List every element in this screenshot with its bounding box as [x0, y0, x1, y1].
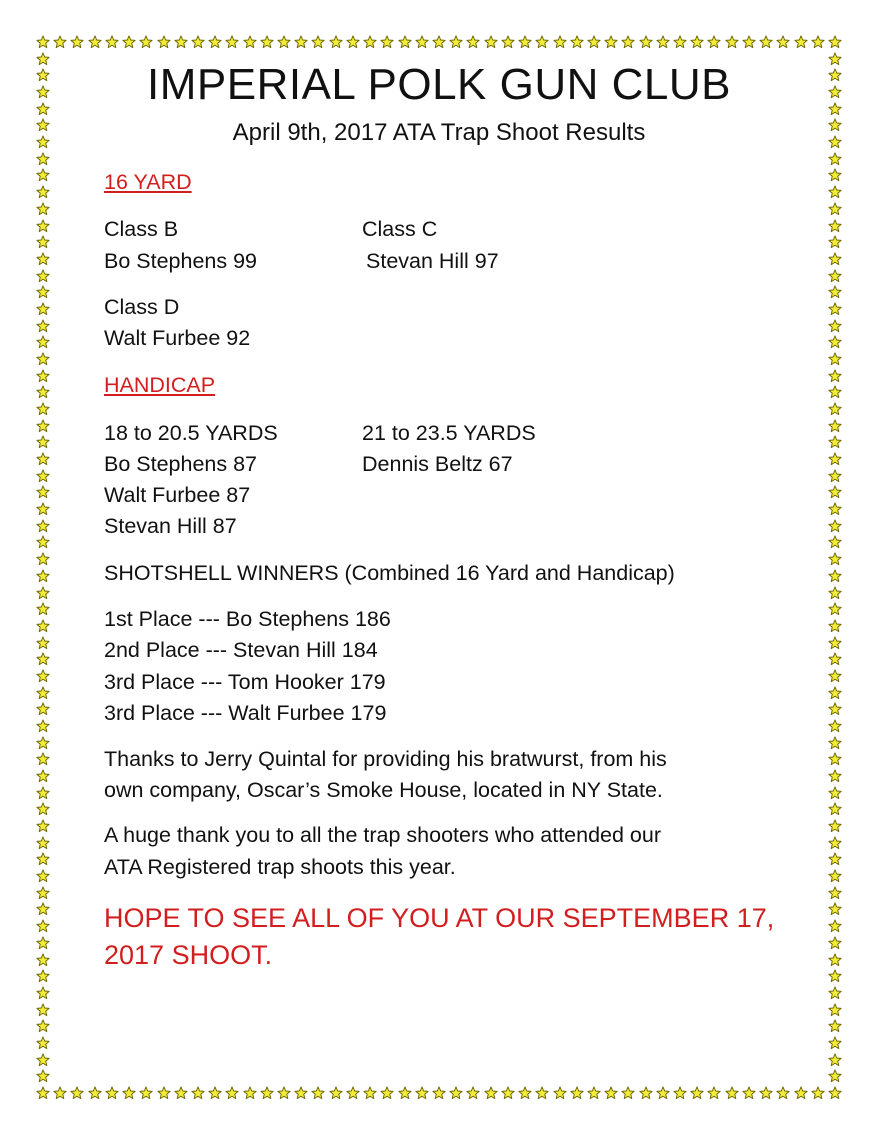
star-icon: [157, 1086, 171, 1100]
star-icon: [518, 35, 532, 49]
star-icon: [36, 419, 50, 433]
star-icon: [243, 1086, 257, 1100]
star-icon: [88, 35, 102, 49]
star-icon: [776, 35, 790, 49]
star-icon: [36, 1036, 50, 1050]
star-icon: [828, 1036, 842, 1050]
star-icon: [36, 502, 50, 516]
star-icon: [828, 919, 842, 933]
star-icon: [329, 1086, 343, 1100]
star-icon: [449, 1086, 463, 1100]
place-result: 1st Place --- Bo Stephens 186: [104, 607, 391, 631]
star-icon: [639, 1086, 653, 1100]
star-icon: [36, 202, 50, 216]
star-icon: [277, 35, 291, 49]
star-icon: [828, 1003, 842, 1017]
star-icon: [828, 669, 842, 683]
star-icon: [828, 602, 842, 616]
star-icon: [828, 702, 842, 716]
star-icon: [36, 802, 50, 816]
star-icon: [828, 252, 842, 266]
star-icon: [260, 35, 274, 49]
star-icon: [36, 619, 50, 633]
star-icon: [828, 369, 842, 383]
star-icon: [828, 719, 842, 733]
star-icon: [36, 852, 50, 866]
star-icon: [828, 202, 842, 216]
star-icon: [828, 869, 842, 883]
shotshell-heading: SHOTSHELL WINNERS (Combined 16 Yard and Handicap): [104, 561, 675, 585]
star-icon: [36, 452, 50, 466]
star-icon: [673, 35, 687, 49]
star-icon: [828, 802, 842, 816]
star-icon: [36, 319, 50, 333]
star-icon: [36, 836, 50, 850]
star-icon: [208, 1086, 222, 1100]
star-icon: [36, 686, 50, 700]
star-icon: [828, 819, 842, 833]
star-icon: [277, 1086, 291, 1100]
star-icon: [225, 1086, 239, 1100]
star-icon: [363, 35, 377, 49]
star-icon: [36, 752, 50, 766]
star-icon: [828, 569, 842, 583]
star-icon: [828, 636, 842, 650]
star-icon: [139, 1086, 153, 1100]
star-icon: [811, 1086, 825, 1100]
closing-message-line: 2017 SHOOT.: [104, 940, 273, 970]
star-icon: [36, 302, 50, 316]
star-icon: [828, 385, 842, 399]
star-icon: [828, 35, 842, 49]
star-icon: [105, 1086, 119, 1100]
star-icon: [828, 485, 842, 499]
star-icon: [449, 35, 463, 49]
star-icon: [742, 1086, 756, 1100]
star-icon: [36, 1069, 50, 1083]
thanks-paragraph-line: Thanks to Jerry Quintal for providing his bratwurst, from his: [104, 747, 667, 771]
star-icon: [294, 1086, 308, 1100]
star-icon: [36, 469, 50, 483]
star-icon: [36, 819, 50, 833]
star-icon: [36, 552, 50, 566]
star-icon: [36, 936, 50, 950]
star-icon: [828, 953, 842, 967]
star-icon: [36, 736, 50, 750]
star-icon: [36, 902, 50, 916]
star-icon: [828, 402, 842, 416]
star-icon: [380, 35, 394, 49]
star-icon: [828, 285, 842, 299]
star-icon: [174, 1086, 188, 1100]
page-title: IMPERIAL POLK GUN CLUB: [147, 60, 731, 109]
star-icon: [828, 152, 842, 166]
star-icon: [656, 35, 670, 49]
star-icon: [828, 769, 842, 783]
class-c-label: Class C: [362, 217, 438, 241]
star-icon: [828, 1019, 842, 1033]
star-icon: [828, 686, 842, 700]
star-icon: [828, 235, 842, 249]
handicap-group-1-label: 18 to 20.5 YARDS: [104, 421, 278, 445]
star-icon: [70, 1086, 84, 1100]
star-icon: [432, 1086, 446, 1100]
star-icon: [639, 35, 653, 49]
star-icon: [36, 519, 50, 533]
star-icon: [466, 35, 480, 49]
star-icon: [174, 35, 188, 49]
star-icon: [828, 1086, 842, 1100]
star-icon: [725, 35, 739, 49]
star-icon: [828, 1053, 842, 1067]
star-icon: [828, 786, 842, 800]
star-icon: [553, 1086, 567, 1100]
star-icon: [501, 1086, 515, 1100]
star-icon: [690, 35, 704, 49]
star-icon: [621, 1086, 635, 1100]
star-icon: [36, 652, 50, 666]
star-icon: [36, 602, 50, 616]
star-icon: [621, 35, 635, 49]
star-icon: [828, 902, 842, 916]
star-icon: [191, 35, 205, 49]
star-icon: [260, 1086, 274, 1100]
handicap-result: Dennis Beltz 67: [362, 452, 513, 476]
star-icon: [828, 936, 842, 950]
star-icon: [707, 1086, 721, 1100]
star-icon: [36, 953, 50, 967]
star-icon: [811, 35, 825, 49]
star-icon: [36, 185, 50, 199]
place-result: 3rd Place --- Walt Furbee 179: [104, 701, 387, 725]
handicap-result: Walt Furbee 87: [104, 483, 251, 507]
star-icon: [535, 35, 549, 49]
star-icon: [36, 269, 50, 283]
class-b-winner: Bo Stephens 99: [104, 249, 258, 273]
star-icon: [36, 252, 50, 266]
handicap-group-2-label: 21 to 23.5 YARDS: [362, 421, 536, 445]
closing-message-line: HOPE TO SEE ALL OF YOU AT OUR SEPTEMBER 17,: [104, 903, 775, 933]
star-icon: [36, 969, 50, 983]
star-icon: [105, 35, 119, 49]
star-icon: [36, 352, 50, 366]
star-icon: [828, 552, 842, 566]
star-icon: [36, 1053, 50, 1067]
class-d-winner: Walt Furbee 92: [104, 326, 251, 350]
star-icon: [828, 652, 842, 666]
star-icon: [828, 435, 842, 449]
star-icon: [828, 319, 842, 333]
star-icon: [36, 385, 50, 399]
star-icon: [36, 636, 50, 650]
star-icon: [776, 1086, 790, 1100]
star-icon: [828, 969, 842, 983]
star-icon: [828, 469, 842, 483]
star-icon: [208, 35, 222, 49]
star-icon: [725, 1086, 739, 1100]
star-icon: [794, 1086, 808, 1100]
star-icon: [690, 1086, 704, 1100]
star-icon: [36, 586, 50, 600]
star-icon: [656, 1086, 670, 1100]
star-icon: [36, 335, 50, 349]
star-icon: [36, 285, 50, 299]
star-icon: [828, 419, 842, 433]
place-result: 2nd Place --- Stevan Hill 184: [104, 638, 378, 662]
section-heading-handicap: HANDICAP: [104, 373, 216, 397]
star-icon: [604, 1086, 618, 1100]
star-icon: [466, 1086, 480, 1100]
star-icon: [518, 1086, 532, 1100]
star-icon: [139, 35, 153, 49]
thanks-paragraph-line: ATA Registered trap shoots this year.: [104, 855, 456, 879]
star-icon: [828, 335, 842, 349]
star-icon: [36, 152, 50, 166]
thanks-paragraph-line: A huge thank you to all the trap shooters who attended our: [104, 823, 661, 847]
star-icon: [398, 35, 412, 49]
star-icon: [191, 1086, 205, 1100]
star-icon: [363, 1086, 377, 1100]
star-icon: [432, 35, 446, 49]
star-icon: [828, 219, 842, 233]
star-icon: [243, 35, 257, 49]
star-icon: [36, 869, 50, 883]
star-icon: [828, 752, 842, 766]
star-icon: [157, 35, 171, 49]
star-icon: [53, 1086, 67, 1100]
star-icon: [36, 702, 50, 716]
star-icon: [828, 302, 842, 316]
star-icon: [570, 35, 584, 49]
star-icon: [36, 719, 50, 733]
star-icon: [36, 168, 50, 182]
star-icon: [673, 1086, 687, 1100]
star-icon: [604, 35, 618, 49]
star-icon: [828, 535, 842, 549]
star-icon: [828, 1069, 842, 1083]
star-icon: [759, 35, 773, 49]
star-icon: [36, 219, 50, 233]
star-icon: [36, 1086, 50, 1100]
star-icon: [36, 886, 50, 900]
star-icon: [36, 402, 50, 416]
star-icon: [553, 35, 567, 49]
star-icon: [36, 1019, 50, 1033]
star-icon: [36, 235, 50, 249]
star-icon: [36, 986, 50, 1000]
star-icon: [707, 35, 721, 49]
star-icon: [587, 1086, 601, 1100]
star-icon: [53, 35, 67, 49]
star-icon: [122, 1086, 136, 1100]
star-icon: [311, 35, 325, 49]
star-icon: [225, 35, 239, 49]
star-icon: [36, 919, 50, 933]
page-subtitle: April 9th, 2017 ATA Trap Shoot Results: [232, 119, 646, 146]
star-icon: [794, 35, 808, 49]
handicap-result: Bo Stephens 87: [104, 452, 258, 476]
star-icon: [36, 35, 50, 49]
star-icon: [36, 435, 50, 449]
star-icon: [294, 35, 308, 49]
star-icon: [828, 619, 842, 633]
star-icon: [122, 35, 136, 49]
star-icon: [36, 669, 50, 683]
star-icon: [828, 269, 842, 283]
star-icon: [311, 1086, 325, 1100]
star-icon: [484, 1086, 498, 1100]
star-icon: [828, 502, 842, 516]
star-icon: [570, 1086, 584, 1100]
star-icon: [484, 35, 498, 49]
class-d-label: Class D: [104, 295, 180, 319]
star-icon: [828, 185, 842, 199]
star-icon: [535, 1086, 549, 1100]
star-icon: [415, 1086, 429, 1100]
star-icon: [36, 535, 50, 549]
star-icon: [587, 35, 601, 49]
place-result: 3rd Place --- Tom Hooker 179: [104, 670, 386, 694]
section-heading-16-yard: 16 YARD: [104, 170, 192, 194]
star-icon: [88, 1086, 102, 1100]
thanks-paragraph-line: own company, Oscar’s Smoke House, located in NY State.: [104, 778, 663, 802]
star-icon: [501, 35, 515, 49]
star-icon: [828, 886, 842, 900]
star-icon: [36, 769, 50, 783]
star-icon: [380, 1086, 394, 1100]
star-icon: [828, 986, 842, 1000]
star-icon: [828, 352, 842, 366]
star-icon: [828, 452, 842, 466]
star-icon: [415, 35, 429, 49]
star-icon: [759, 1086, 773, 1100]
star-icon: [828, 736, 842, 750]
star-icon: [828, 852, 842, 866]
class-c-winner: Stevan Hill 97: [366, 249, 499, 273]
star-icon: [36, 1003, 50, 1017]
star-icon: [398, 1086, 412, 1100]
class-b-label: Class B: [104, 217, 179, 241]
star-icon: [742, 35, 756, 49]
star-icon: [828, 519, 842, 533]
star-icon: [828, 586, 842, 600]
star-icon: [346, 1086, 360, 1100]
star-icon: [828, 168, 842, 182]
handicap-result: Stevan Hill 87: [104, 514, 237, 538]
star-icon: [36, 569, 50, 583]
star-icon: [36, 369, 50, 383]
star-icon: [70, 35, 84, 49]
star-icon: [828, 836, 842, 850]
star-icon: [329, 35, 343, 49]
star-icon: [36, 485, 50, 499]
star-icon: [36, 786, 50, 800]
star-icon: [346, 35, 360, 49]
